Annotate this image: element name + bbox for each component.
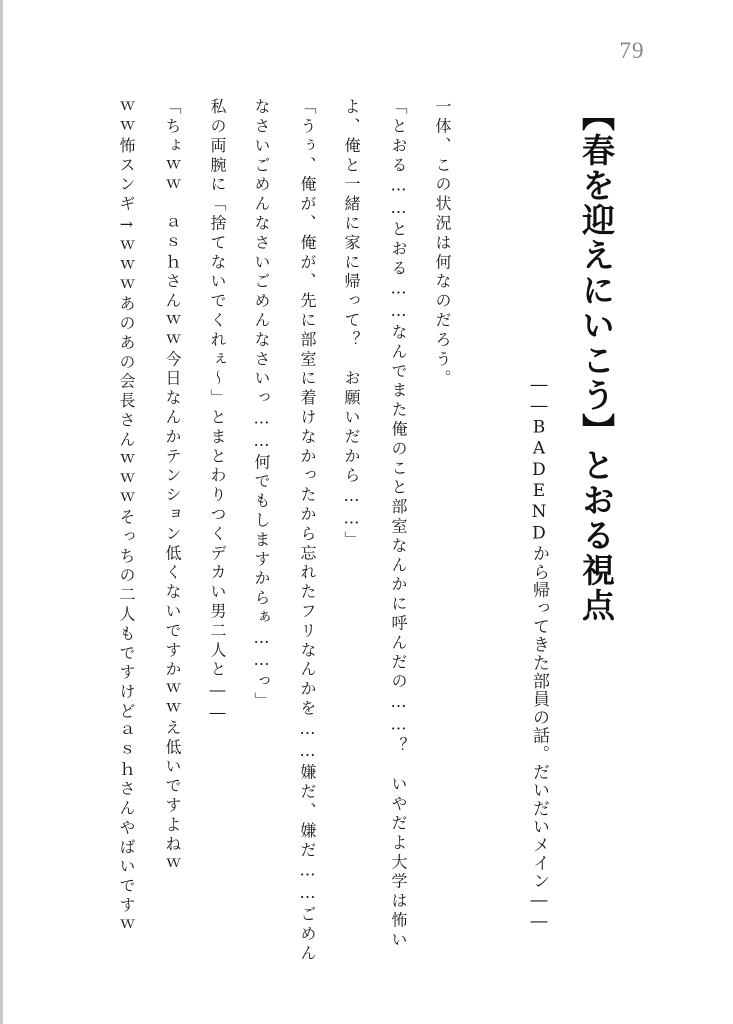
body-line: 私の両腕に「捨てないでくれぇ～」とまとわりつくデカい男二人と―― [208, 98, 227, 725]
page-number: 79 [619, 38, 645, 63]
body-line: 「ちょｗｗ ａｓｈさんｗｗ今日なんかテンション低くないですかｗｗえ低いですよねｗ [163, 98, 182, 874]
body-line: 「とおる……とおる……なんでまた俺のこと部室なんかに呼んだの……？ いやだよ大学は怖い [389, 98, 408, 951]
body-line: ｗｗ怖スンギ→ｗｗｗあのあの会長さんｗｗｗそっちの二人もですけどａｓｈさんやばいですｗ [117, 98, 136, 936]
body-line: よ、俺と一緒に家に帰って？ お願いだから……」 [342, 98, 361, 551]
body-line: 一体、この状況は何なのだろう。 [433, 98, 452, 389]
page-edge [0, 0, 3, 1024]
body-line: なさいごめんなさいごめんなさいっ……何でもしますからぁ……っ」 [252, 98, 271, 712]
chapter-title: 【春を迎えにいこう】とおる視点 [577, 98, 616, 623]
body-line: 「うぅ、俺が、俺が、先に部室に着けなかったから忘れたフリなんかを……嫌だ、嫌だ……ごめん [298, 98, 317, 964]
chapter-subtitle: ――BADENDから帰ってきた部員の話。だいだいメイン―― [529, 375, 549, 933]
